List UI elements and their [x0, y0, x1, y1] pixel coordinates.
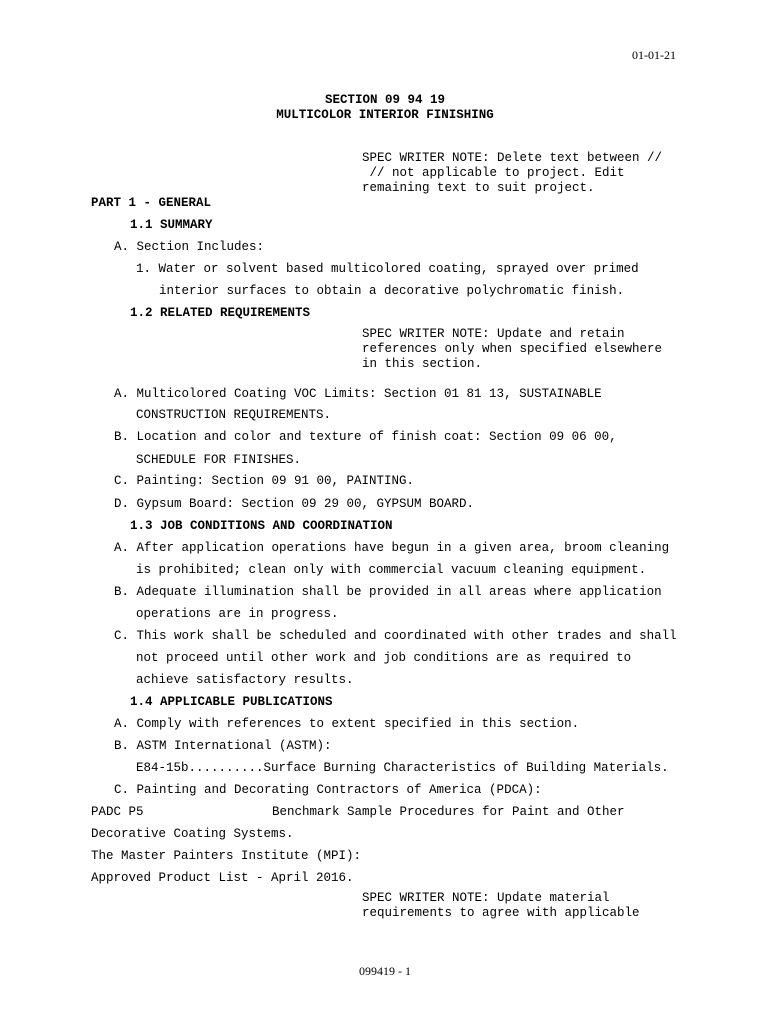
section-title: MULTICOLOR INTERIOR FINISHING	[276, 108, 494, 122]
note-line: // not applicable to project. Edit	[362, 166, 625, 180]
note-line: SPEC WRITER NOTE: Update material	[362, 891, 610, 905]
reference-title: Benchmark Sample Procedures for Paint and Other	[272, 805, 625, 819]
paragraph-continued: SCHEDULE FOR FINISHES.	[136, 453, 302, 467]
paragraph: A. Section Includes:	[114, 240, 265, 254]
article-heading-related-requirements: 1.2 RELATED REQUIREMENTS	[130, 306, 311, 320]
paragraph: A. After application operations have begun in a given area, broom cleaning	[114, 541, 670, 555]
note-line: remaining text to suit project.	[362, 181, 595, 195]
paragraph-continued: operations are in progress.	[136, 607, 339, 621]
paragraph: B. Adequate illumination shall be provided in all areas where application	[114, 585, 662, 599]
paragraph: D. Gypsum Board: Section 09 29 00, GYPSUM BOARD.	[114, 497, 475, 511]
part-heading: PART 1 - GENERAL	[91, 196, 212, 210]
organization-entry: The Master Painters Institute (MPI):	[91, 849, 362, 863]
article-heading-applicable-publications: 1.4 APPLICABLE PUBLICATIONS	[130, 695, 333, 709]
article-heading-summary: 1.1 SUMMARY	[130, 218, 213, 232]
note-line: requirements to agree with applicable	[362, 906, 640, 920]
section-number: SECTION 09 94 19	[324, 93, 446, 107]
paragraph: C. This work shall be scheduled and coordinated with other trades and shall	[114, 629, 677, 643]
note-line: SPEC WRITER NOTE: Update and retain	[362, 327, 625, 341]
paragraph: A. Comply with references to extent specified in this section.	[114, 717, 580, 731]
subparagraph: 1. Water or solvent based multicolored coating, sprayed over primed	[136, 262, 639, 276]
reference-entry: Approved Product List - April 2016.	[91, 871, 354, 885]
reference-code: PADC P5	[91, 805, 144, 819]
note-line: in this section.	[362, 357, 483, 371]
subparagraph-continued: interior surfaces to obtain a decorative polychromatic finish.	[159, 284, 625, 298]
paragraph-continued: achieve satisfactory results.	[136, 673, 354, 687]
note-line: SPEC WRITER NOTE: Delete text between //	[362, 151, 663, 165]
paragraph-continued: CONSTRUCTION REQUIREMENTS.	[136, 408, 332, 422]
paragraph: A. Multicolored Coating VOC Limits: Section 01 81 13, SUSTAINABLE	[114, 387, 602, 401]
paragraph: B. Location and color and texture of finish coat: Section 09 06 00,	[114, 430, 617, 444]
page-number: 099419 - 1	[359, 964, 411, 978]
paragraph-continued: not proceed until other work and job conditions are as required to	[136, 651, 632, 665]
reference-title-continued: Decorative Coating Systems.	[91, 827, 294, 841]
header-date: 01-01-21	[632, 48, 676, 62]
paragraph: B. ASTM International (ASTM):	[114, 739, 332, 753]
reference-entry: E84-15b..........Surface Burning Characteristics of Building Materials.	[136, 761, 669, 775]
paragraph: C. Painting: Section 09 91 00, PAINTING.	[114, 474, 415, 488]
paragraph-continued: is prohibited; clean only with commercial vacuum cleaning equipment.	[136, 563, 647, 577]
paragraph: C. Painting and Decorating Contractors of America (PDCA):	[114, 783, 542, 797]
article-heading-job-conditions: 1.3 JOB CONDITIONS AND COORDINATION	[130, 519, 393, 533]
note-line: references only when specified elsewhere	[362, 342, 663, 356]
